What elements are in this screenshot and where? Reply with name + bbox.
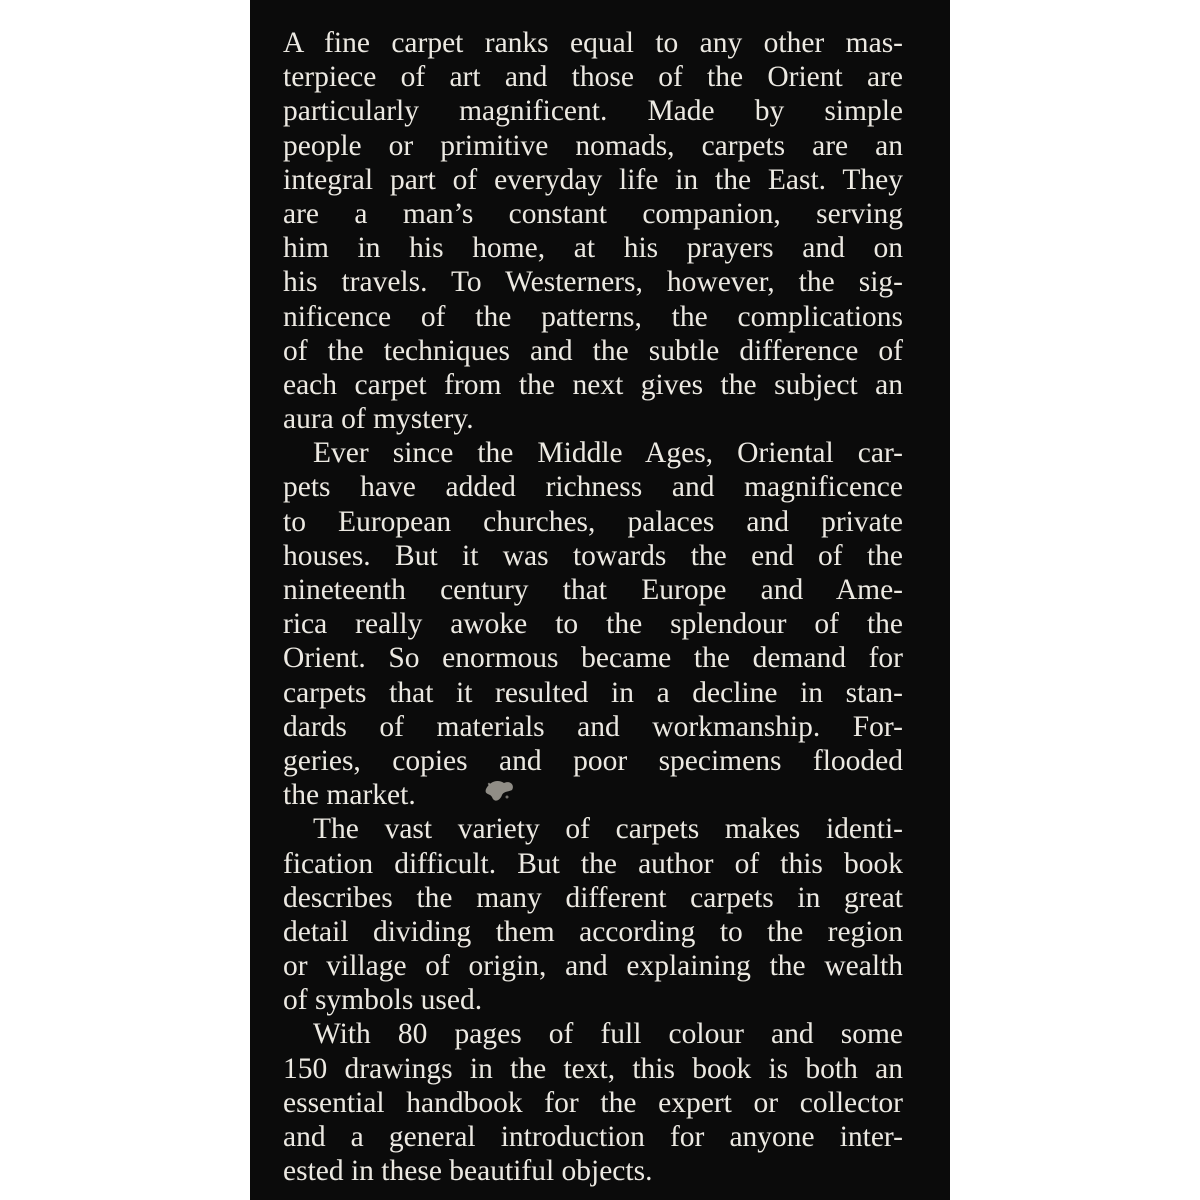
text-line: detail dividing them according to the region bbox=[283, 915, 903, 948]
text-line: The vast variety of carpets makes identi- bbox=[313, 813, 903, 846]
text-line: the market. bbox=[283, 779, 416, 812]
paragraph-2 bbox=[283, 436, 903, 812]
text-line: ested in these beautiful objects. bbox=[283, 1155, 653, 1188]
text-line: terpiece of art and those of the Orient are bbox=[283, 61, 903, 94]
text-line: him in his home, at his prayers and on bbox=[283, 232, 903, 265]
text-line: integral part of everyday life in the East. They bbox=[283, 163, 903, 196]
text-line: carpets that it resulted in a decline in stan- bbox=[283, 676, 903, 709]
text-line: geries, copies and poor specimens flooded bbox=[283, 744, 903, 777]
text-line: are a man’s constant companion, serving bbox=[283, 197, 903, 230]
text-line: essential handbook for the expert or collector bbox=[283, 1086, 903, 1119]
blurb-text bbox=[283, 26, 903, 1188]
text-line: or village of origin, and explaining the wealth bbox=[283, 950, 903, 983]
paragraph-1 bbox=[283, 26, 903, 436]
text-line: particularly magnificent. Made by simple bbox=[283, 95, 903, 128]
text-line: rica really awoke to the splendour of the bbox=[283, 608, 903, 641]
book-jacket-back-panel bbox=[250, 0, 950, 1200]
text-line: nificence of the patterns, the complications bbox=[283, 300, 903, 333]
text-line: 150 drawings in the text, this book is both an bbox=[283, 1052, 903, 1085]
text-line: aura of mystery. bbox=[283, 403, 474, 436]
text-line: people or primitive nomads, carpets are an bbox=[283, 129, 903, 162]
text-line: of symbols used. bbox=[283, 984, 483, 1017]
text-line: to European churches, palaces and private bbox=[283, 505, 903, 538]
text-line: With 80 pages of full colour and some bbox=[313, 1018, 903, 1051]
text-line: and a general introduction for anyone inter- bbox=[283, 1121, 903, 1153]
text-line: A fine carpet ranks equal to any other mas- bbox=[283, 27, 903, 59]
text-line: of the techniques and the subtle difference of bbox=[283, 334, 903, 367]
paragraph-3 bbox=[283, 812, 903, 1017]
text-line: pets have added richness and magnificence bbox=[283, 471, 903, 504]
paragraph-4 bbox=[283, 1017, 903, 1188]
text-line: Orient. So enormous became the demand for bbox=[283, 642, 903, 675]
text-line: nineteenth century that Europe and Ame- bbox=[283, 574, 903, 606]
text-line: his travels. To Westerners, however, the sig- bbox=[283, 266, 903, 299]
text-line: Ever since the Middle Ages, Oriental car- bbox=[313, 437, 903, 470]
text-line: describes the many different carpets in great bbox=[283, 881, 903, 914]
text-line: fication difficult. But the author of this book bbox=[283, 847, 903, 880]
text-line: dards of materials and workmanship. For- bbox=[283, 710, 903, 743]
text-line: each carpet from the next gives the subject an bbox=[283, 368, 903, 401]
text-line: houses. But it was towards the end of the bbox=[283, 539, 903, 572]
